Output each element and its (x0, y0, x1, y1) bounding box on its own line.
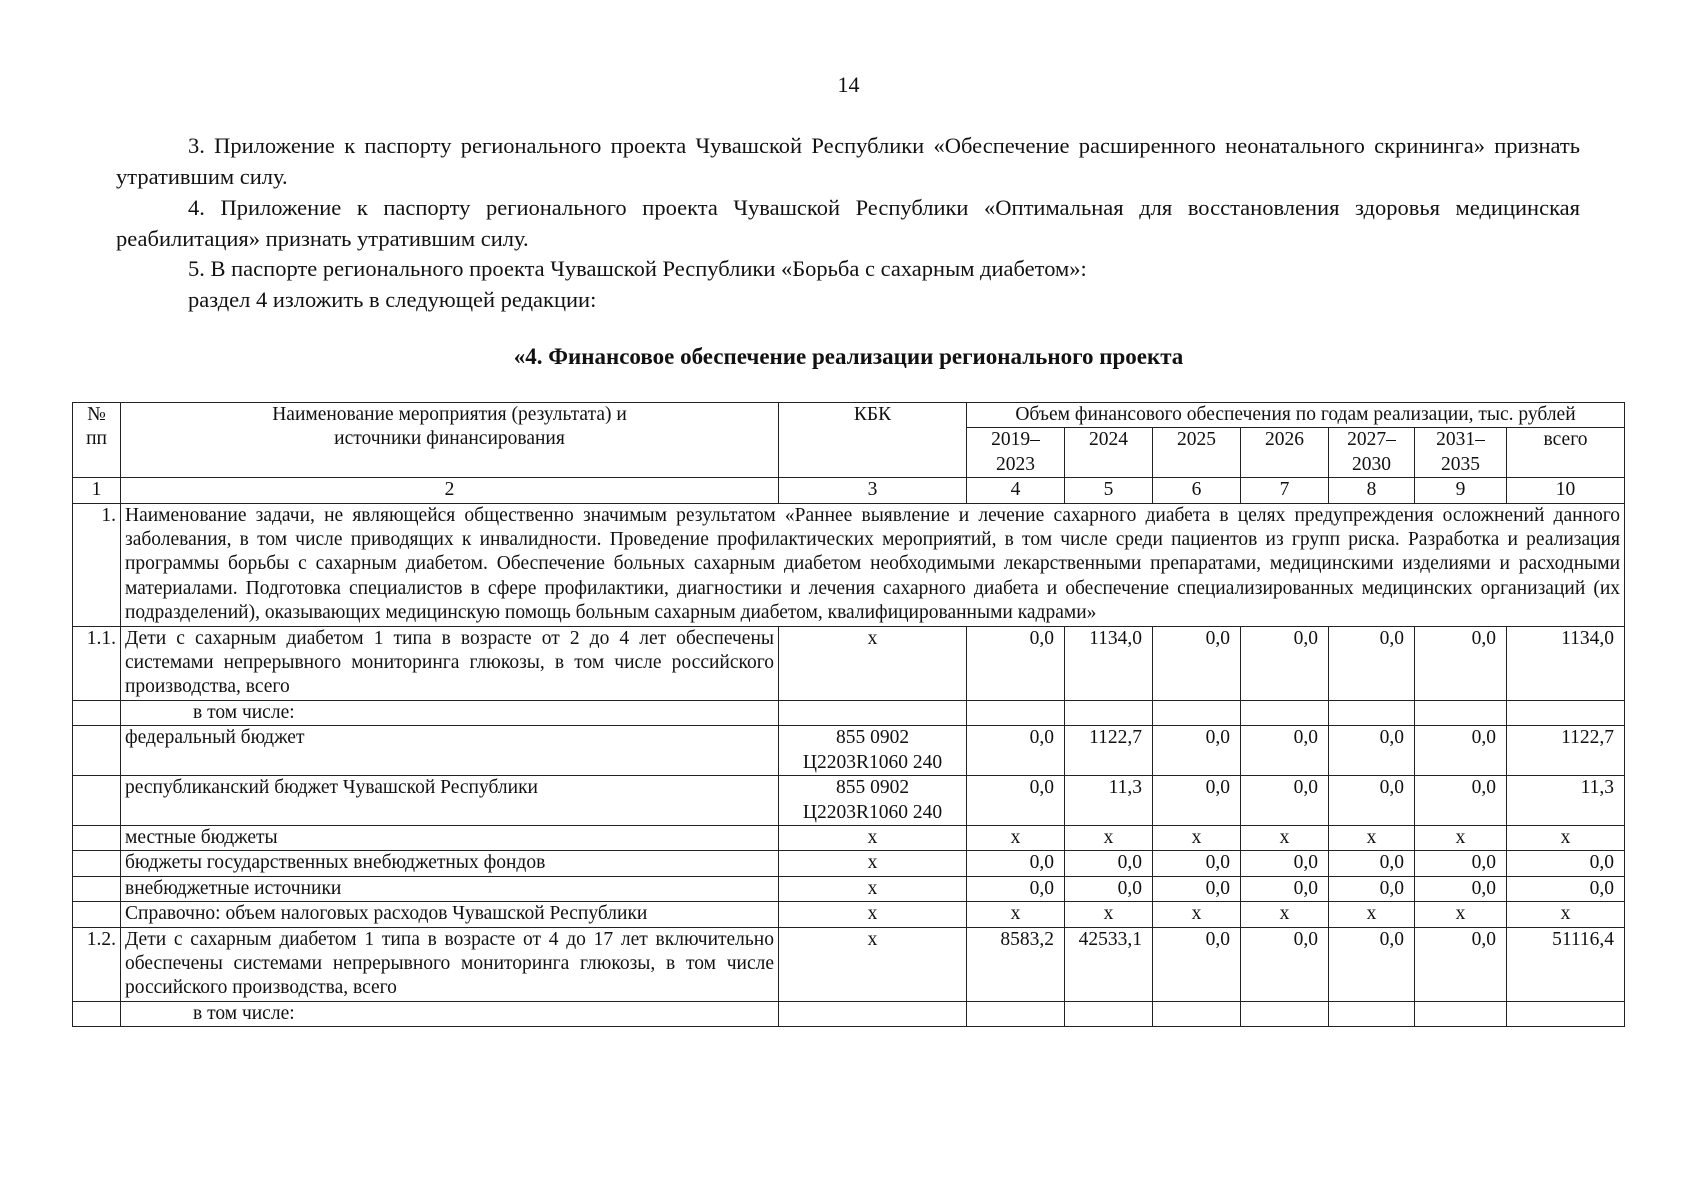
table-row (73, 851, 1625, 876)
row-value: х (1507, 902, 1625, 927)
col-number: 7 (1241, 478, 1329, 503)
row-num: 1.1. (73, 626, 121, 700)
col-number: 10 (1507, 478, 1625, 503)
col-number: 4 (967, 478, 1065, 503)
row-value: 0,0 (1153, 927, 1241, 1001)
row-num (73, 1001, 121, 1026)
row-value: 0,0 (1415, 726, 1507, 776)
table-row (73, 927, 1625, 1001)
row-kbk: 855 0902 Ц2203R1060 240 (779, 776, 967, 826)
row-value: 1122,7 (1065, 726, 1153, 776)
row-value: 0,0 (1153, 876, 1241, 901)
header-kbk: КБК (779, 403, 967, 478)
row-num (73, 876, 121, 901)
row-value: х (1153, 825, 1241, 850)
header-year-2026: 2026 (1241, 428, 1329, 478)
table-row (73, 876, 1625, 901)
row-value: 0,0 (967, 626, 1065, 700)
row-value: 0,0 (1415, 626, 1507, 700)
row-value: 11,3 (1507, 776, 1625, 826)
row-kbk: х (779, 876, 967, 901)
row-value: 0,0 (967, 851, 1065, 876)
row-value: х (1507, 825, 1625, 850)
row-value: х (1415, 902, 1507, 927)
row-name: местные бюджеты (121, 825, 779, 850)
col-number: 5 (1065, 478, 1153, 503)
row-kbk: х (779, 825, 967, 850)
row-value (967, 1001, 1065, 1026)
col-number: 8 (1329, 478, 1415, 503)
row-value: 0,0 (1241, 876, 1329, 901)
row-kbk: х (779, 927, 967, 1001)
row-value: х (1241, 902, 1329, 927)
row-value: 1122,7 (1507, 726, 1625, 776)
row-value: 1134,0 (1507, 626, 1625, 700)
column-number-row (73, 478, 1625, 503)
row-name: в том числе: (121, 700, 779, 725)
row-value: 0,0 (1329, 776, 1415, 826)
row-value (1507, 700, 1625, 725)
paragraph-4 (116, 192, 1580, 254)
row-num (73, 776, 121, 826)
col-number: 6 (1153, 478, 1241, 503)
row-value: 0,0 (1507, 851, 1625, 876)
paragraph-5: 5. В паспорте регионального проекта Чувашской Республики «Борьба с сахарным диабетом»: (188, 256, 1087, 281)
row-name: бюджеты государственных внебюджетных фондов (121, 851, 779, 876)
row-value (1065, 700, 1153, 725)
header-year-2019-2023: 2019–2023 (967, 428, 1065, 478)
row-kbk: х (779, 902, 967, 927)
row-kbk: х (779, 851, 967, 876)
header-year-2027-2030: 2027–2030 (1329, 428, 1415, 478)
row-value: 0,0 (1241, 851, 1329, 876)
row-value: 0,0 (1241, 927, 1329, 1001)
financing-table (72, 402, 1625, 1027)
row-value: х (1241, 825, 1329, 850)
row-value (1241, 1001, 1329, 1026)
row-name: Дети с сахарным диабетом 1 типа в возрасте от 4 до 17 лет включительно обеспечены системами непрерывного мониторинга глюкозы, в том числе российского производства, всего (121, 927, 779, 1001)
row-name: республиканский бюджет Чувашской Республики (121, 776, 779, 826)
row-value (1415, 1001, 1507, 1026)
row-value: 0,0 (1329, 876, 1415, 901)
header-row-1 (73, 403, 1625, 428)
row-num (73, 700, 121, 725)
row-value: 0,0 (1241, 776, 1329, 826)
row-value: х (967, 902, 1065, 927)
paragraph-3-text: 3. Приложение к паспорту регионального проекта Чувашской Республики «Обеспечение расширенного неонатального скрининга» признать утратившим силу. (116, 133, 1580, 189)
row-value: х (1329, 825, 1415, 850)
row-value: 0,0 (1329, 626, 1415, 700)
header-year-2024: 2024 (1065, 428, 1153, 478)
row-value: х (1415, 825, 1507, 850)
paragraph-section-intro: раздел 4 изложить в следующей редакции: (188, 287, 597, 312)
row-value: 0,0 (1415, 851, 1507, 876)
row-value: 51116,4 (1507, 927, 1625, 1001)
row-value: х (967, 825, 1065, 850)
paragraph-3 (116, 130, 1580, 192)
table-row (73, 700, 1625, 725)
row-value: 0,0 (1153, 726, 1241, 776)
row-value: 11,3 (1065, 776, 1153, 826)
row-value (1329, 1001, 1415, 1026)
row-value: 0,0 (1241, 626, 1329, 700)
row-kbk (779, 1001, 967, 1026)
row-value (1507, 1001, 1625, 1026)
row-value: 0,0 (1065, 876, 1153, 901)
row-value (967, 700, 1065, 725)
row-value: 0,0 (1329, 726, 1415, 776)
row-name: в том числе: (121, 1001, 779, 1026)
row-value: х (1065, 902, 1153, 927)
header-total: всего (1507, 428, 1625, 478)
row-value: 0,0 (1329, 851, 1415, 876)
row-num (73, 902, 121, 927)
row-num (73, 851, 121, 876)
col-number: 9 (1415, 478, 1507, 503)
row-value: х (1065, 825, 1153, 850)
row-value (1415, 700, 1507, 725)
row-value: 0,0 (1329, 927, 1415, 1001)
table-row (73, 726, 1625, 776)
table-row (73, 626, 1625, 700)
table-row (73, 825, 1625, 850)
row-name: внебюджетные источники (121, 876, 779, 901)
table-row (73, 776, 1625, 826)
row-value: 0,0 (967, 776, 1065, 826)
table-row (73, 902, 1625, 927)
table-row (73, 1001, 1625, 1026)
paragraph-4-text: 4. Приложение к паспорту регионального проекта Чувашской Республики «Оптимальная для восстановления здоровья медицинская реабилитация» признать утратившим силу. (116, 195, 1580, 251)
row-value (1241, 700, 1329, 725)
row-value: 0,0 (1065, 851, 1153, 876)
header-year-2025: 2025 (1153, 428, 1241, 478)
row-num: 1.2. (73, 927, 121, 1001)
row-value: 1134,0 (1065, 626, 1153, 700)
row-name: Справочно: объем налоговых расходов Чувашской Республики (121, 902, 779, 927)
row-value: 0,0 (1415, 876, 1507, 901)
row-value: 0,0 (1415, 927, 1507, 1001)
task-text: Наименование задачи, не являющейся общественно значимым результатом «Раннее выявление и лечение сахарного диабета в целях предупреждения осложнений данного заболевания, в том числе приводящих к инвалидности. Проведение профилактических мероприятий, в том числе среди пациентов из групп риска. Разработка и реализация программы борьбы с сахарным диабетом. Обеспечение больных сахарным диабетом необходимыми лекарственными препаратами, медицинскими изделиями и расходными материалами. Подготовка специалистов в сфере профилактики, диагностики и лечения сахарного диабета и обеспечение специализированных медицинских организаций (их подразделений), оказывающих медицинскую помощь больным сахарным диабетом, квалифицированными кадрами» (121, 503, 1625, 626)
row-value (1065, 1001, 1153, 1026)
col-number: 3 (779, 478, 967, 503)
header-year-2031-2035: 2031–2035 (1415, 428, 1507, 478)
section-title: «4. Финансовое обеспечение реализации регионального проекта (513, 344, 1184, 369)
row-value: 0,0 (967, 726, 1065, 776)
row-value (1153, 700, 1241, 725)
row-value (1329, 700, 1415, 725)
row-name: Дети с сахарным диабетом 1 типа в возрасте от 2 до 4 лет обеспечены системами непрерывного мониторинга глюкозы, в том числе российского производства, всего (121, 626, 779, 700)
col-number: 2 (121, 478, 779, 503)
row-value: 0,0 (1153, 851, 1241, 876)
row-value: 8583,2 (967, 927, 1065, 1001)
row-value: 42533,1 (1065, 927, 1153, 1001)
row-name: федеральный бюджет (121, 726, 779, 776)
col-number: 1 (73, 478, 121, 503)
header-name: Наименование мероприятия (результата) и источники финансирования (121, 403, 779, 478)
row-value: х (1329, 902, 1415, 927)
task-row (73, 503, 1625, 626)
row-value: 0,0 (1415, 776, 1507, 826)
header-num: № пп (73, 403, 121, 478)
row-num (73, 825, 121, 850)
page-number: 14 (837, 72, 860, 97)
row-value: 0,0 (1241, 726, 1329, 776)
row-value: 0,0 (967, 876, 1065, 901)
row-value: 0,0 (1153, 776, 1241, 826)
row-value: х (1153, 902, 1241, 927)
row-value: 0,0 (1153, 626, 1241, 700)
row-value: 0,0 (1507, 876, 1625, 901)
row-kbk: х (779, 626, 967, 700)
row-num (73, 726, 121, 776)
task-num: 1. (73, 503, 121, 626)
row-value (1153, 1001, 1241, 1026)
row-kbk: 855 0902 Ц2203R1060 240 (779, 726, 967, 776)
header-volume: Объем финансового обеспечения по годам реализации, тыс. рублей (967, 403, 1625, 428)
row-kbk (779, 700, 967, 725)
